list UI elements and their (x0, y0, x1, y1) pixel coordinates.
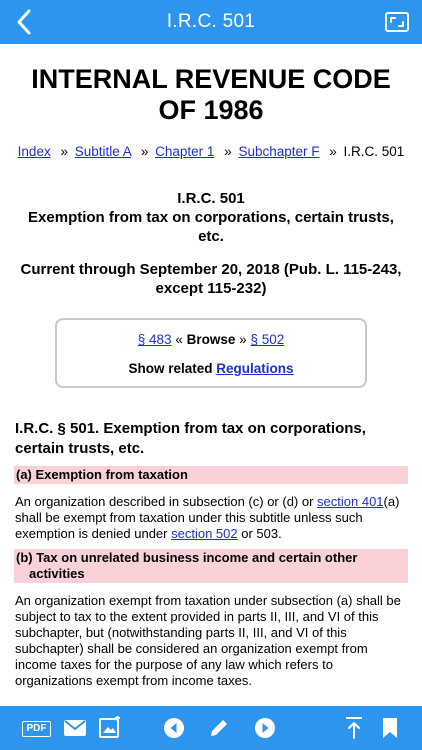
pencil-icon (208, 717, 230, 739)
edit-button[interactable] (207, 716, 231, 740)
document-title: INTERNAL REVENUE CODE OF 1986 (31, 64, 391, 125)
subsection-a-text (15, 494, 408, 542)
currency-note: Current through September 20, 2018 (Pub. L. 115-243, except 115-232) (20, 261, 402, 297)
fullscreen-button[interactable] (384, 10, 410, 34)
previous-button[interactable] (162, 716, 186, 740)
browse-right-marker: » (239, 332, 247, 347)
subsection-b-text: An organization exempt from taxation under subsection (a) shall be subject to tax to the extent provided in parts II, III, and VI of this subchapter, but (notwithstanding parts II, III, and VI of this subchapter) shall be considered an organization exempt from income taxes for the purpose of any law which refers to organizations exempt from income taxes. (15, 593, 401, 688)
breadcrumb-separator: » (140, 144, 149, 159)
section-heading-number: I.R.C. 501 (177, 190, 245, 207)
subsection-a-text-part: An organization described in subsection (c) or (d) or (15, 494, 318, 509)
related-prefix: Show related (128, 361, 213, 376)
browse-left-marker: « (175, 332, 183, 347)
scroll-top-button[interactable] (342, 716, 366, 740)
edit-image-icon (98, 716, 122, 740)
section-title: I.R.C. § 501. Exemption from tax on corporations, certain trusts, etc. (15, 420, 366, 457)
nav-bar (0, 0, 422, 44)
subsection-a-text-part: (a) shall be exempt from taxation under this subtitle unless such exemption is denied under (15, 494, 400, 541)
subsection-b-heading-line1: (b) Tax on unrelated business income and certain other (16, 550, 358, 565)
next-section-link[interactable]: § 502 (250, 332, 285, 347)
bookmark-button[interactable] (378, 716, 402, 740)
breadcrumb-chapter[interactable]: Chapter 1 (155, 144, 215, 159)
subsection-b-heading (14, 549, 408, 583)
breadcrumb-subchapter[interactable]: Subchapter F (238, 144, 320, 159)
mail-icon (63, 719, 87, 737)
back-button[interactable] (8, 6, 40, 38)
breadcrumb-index[interactable]: Index (17, 144, 51, 159)
document-view[interactable] (0, 44, 422, 706)
regulations-link[interactable]: Regulations (216, 361, 294, 376)
subsection-a-text-part: or 503. (237, 526, 282, 541)
breadcrumb-separator: » (329, 144, 337, 159)
nav-title: I.R.C. 501 (166, 11, 256, 32)
annotate-image-button[interactable] (98, 716, 122, 740)
pdf-label: PDF (26, 723, 47, 734)
section-502-link[interactable]: section 502 (171, 526, 238, 541)
section-401-link[interactable]: section 401 (317, 494, 384, 509)
previous-icon (163, 717, 185, 739)
breadcrumb (0, 144, 422, 159)
breadcrumb-separator: » (60, 144, 68, 159)
browse-panel (55, 318, 367, 388)
scroll-top-icon (344, 716, 364, 740)
next-icon (254, 717, 276, 739)
expand-icon (384, 10, 410, 34)
section-heading-caption: Exemption from tax on corporations, certain trusts, etc. (28, 209, 394, 245)
chevron-left-icon (16, 9, 32, 35)
subsection-a-heading: (a) Exemption from taxation (14, 466, 408, 484)
next-button[interactable] (253, 716, 277, 740)
bottom-toolbar (0, 706, 422, 750)
breadcrumb-separator: » (224, 144, 232, 159)
subsection-b-heading-line2: activities (29, 566, 85, 581)
breadcrumb-current: I.R.C. 501 (343, 144, 405, 159)
browse-label: Browse (186, 332, 236, 347)
bookmark-icon (381, 717, 399, 739)
section-heading (0, 189, 422, 246)
pdf-button[interactable] (22, 721, 51, 737)
email-button[interactable] (63, 716, 87, 740)
breadcrumb-subtitle[interactable]: Subtitle A (74, 144, 132, 159)
previous-section-link[interactable]: § 483 (137, 332, 172, 347)
